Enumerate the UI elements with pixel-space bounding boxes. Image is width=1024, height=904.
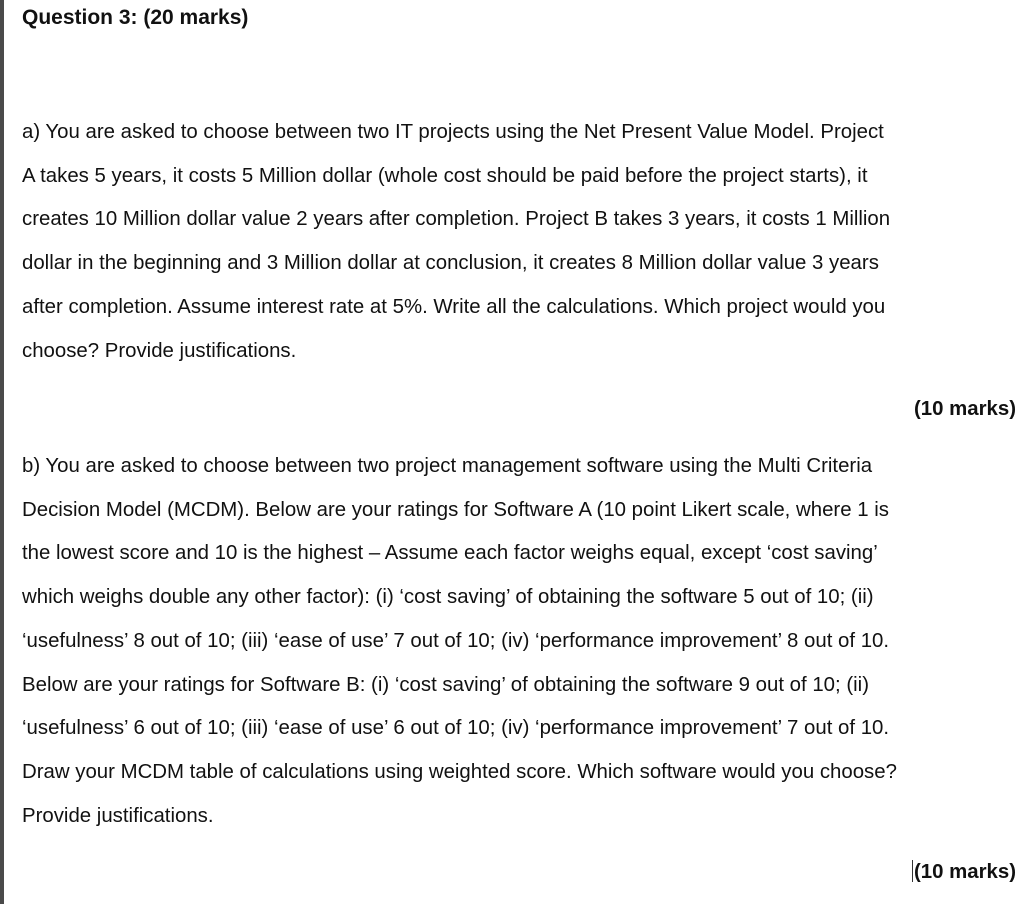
part-b-marks: (10 marks) xyxy=(913,861,1016,883)
part-b-line: Decision Model (MCDM). Below are your ratings for Software A (10 point Likert scale, where 1 is xyxy=(22,498,889,521)
part-b-marks-wrapper xyxy=(912,859,1016,885)
part-a-line: creates 10 Million dollar value 2 years after completion. Project B takes 3 years, it costs 1 Million xyxy=(22,208,891,231)
part-b-line: ‘usefulness’ 8 out of 10; (iii) ‘ease of use’ 7 out of 10; (iv) ‘performance improvement’ 8 out of 10. xyxy=(22,629,890,652)
text-cursor xyxy=(912,860,913,882)
part-a-line: after completion. Assume interest rate at 5%. Write all the calculations. Which project would you xyxy=(22,295,886,318)
part-b-line: Provide justifications. xyxy=(22,804,214,827)
document-page xyxy=(22,0,1016,904)
part-a-line: choose? Provide justifications. xyxy=(22,339,297,362)
question-heading: Question 3: (20 marks) xyxy=(22,6,249,29)
part-b-line: which weighs double any other factor): (i) ‘cost saving’ of obtaining the software 5 out of 10; (ii) xyxy=(22,586,874,609)
page-left-border xyxy=(0,0,4,904)
part-b-line: Below are your ratings for Software B: (i) ‘cost saving’ of obtaining the software 9 out of 10; (ii) xyxy=(22,673,869,696)
part-b-line: ‘usefulness’ 6 out of 10; (iii) ‘ease of use’ 6 out of 10; (iv) ‘performance improvement’ 7 out of 10. xyxy=(22,717,890,740)
part-a-line: dollar in the beginning and 3 Million dollar at conclusion, it creates 8 Million dollar value 3 years xyxy=(22,252,879,275)
part-a-line: a) You are asked to choose between two IT projects using the Net Present Value Model. Project xyxy=(22,121,884,143)
part-b-paragraph xyxy=(22,445,1016,838)
part-b-line: the lowest score and 10 is the highest – Assume each factor weighs equal, except ‘cost saving’ xyxy=(22,542,878,565)
part-b-line: b) You are asked to choose between two project management software using the Multi Criteria xyxy=(22,455,873,477)
part-a-line: A takes 5 years, it costs 5 Million dollar (whole cost should be paid before the project starts), it xyxy=(22,164,868,187)
part-a-marks: (10 marks) xyxy=(913,398,1016,420)
part-b-line: Draw your MCDM table of calculations using weighted score. Which software would you choose? xyxy=(22,760,897,783)
part-a-paragraph xyxy=(22,111,1016,373)
